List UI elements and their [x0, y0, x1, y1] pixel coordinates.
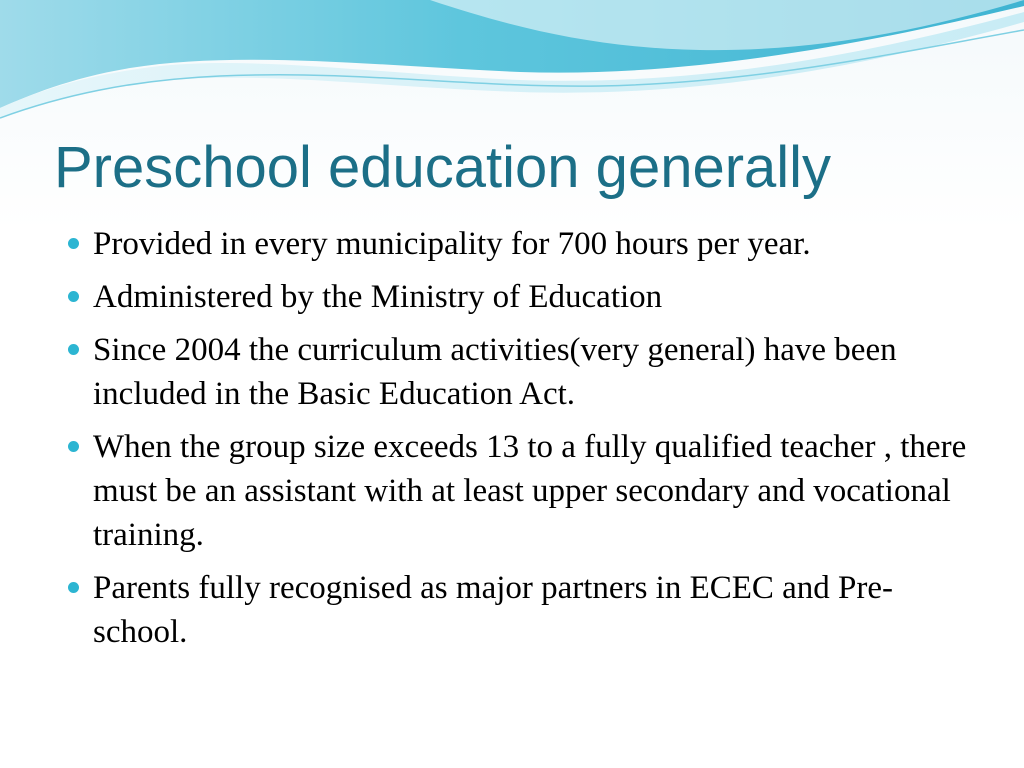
bullet-text: Provided in every municipality for 700 hours per year. [93, 226, 811, 262]
bullet-item [60, 328, 970, 416]
bullet-dot-icon [68, 238, 79, 249]
bullet-text: Parents fully recognised as major partners in ECEC and Pre-school. [93, 570, 894, 650]
bullet-item [60, 566, 970, 654]
header-wave-decoration [0, 0, 1024, 130]
slide-title: Preschool education generally [54, 135, 832, 200]
bullet-item [60, 275, 970, 319]
bullet-dot-icon [68, 291, 79, 302]
bullet-text: Administered by the Ministry of Education [93, 279, 663, 315]
bullet-text: Since 2004 the curriculum activities(very general) have been included in the Basic Education Act. [93, 332, 897, 412]
bullet-list [60, 222, 970, 663]
bullet-dot-icon [68, 582, 79, 593]
bullet-item [60, 425, 970, 557]
bullet-item [60, 222, 970, 266]
bullet-dot-icon [68, 441, 79, 452]
bullet-dot-icon [68, 344, 79, 355]
bullet-text: When the group size exceeds 13 to a fully qualified teacher , there must be an assistant with at least upper secondary and vocational training. [93, 429, 967, 553]
